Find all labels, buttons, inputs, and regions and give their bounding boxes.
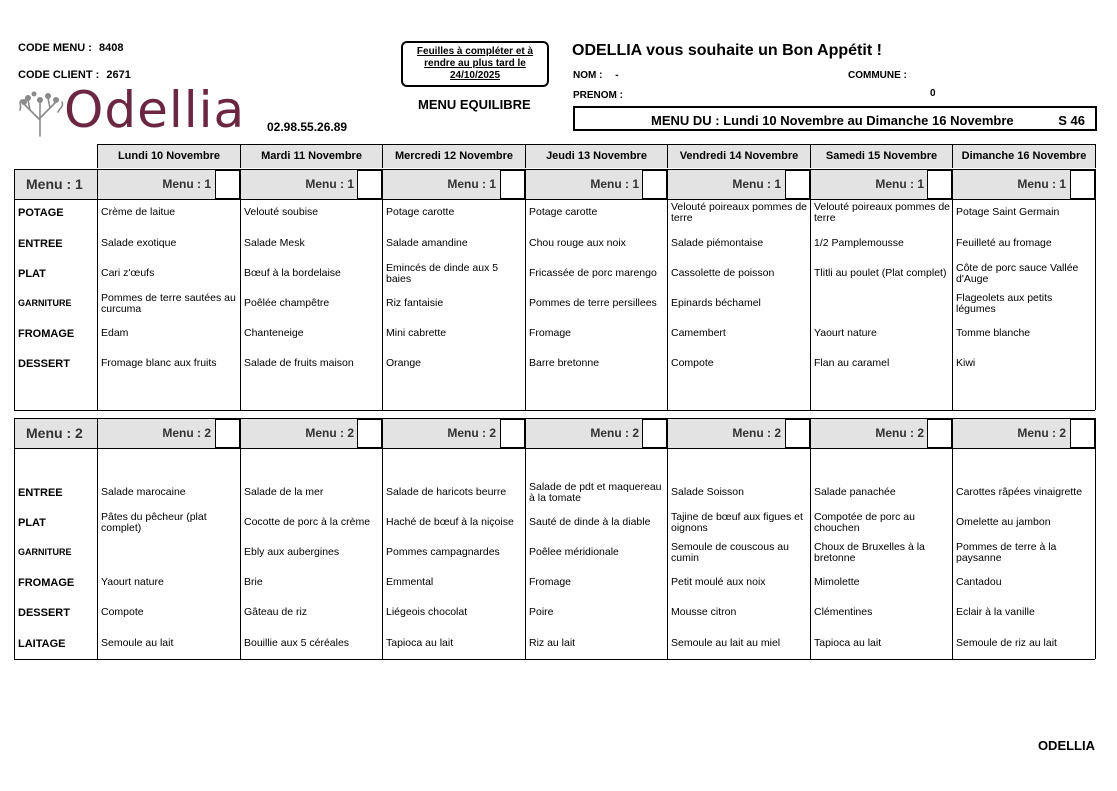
menu2-day-label-2: Menu : 2 bbox=[447, 426, 496, 440]
menu2-checkbox-2[interactable] bbox=[500, 419, 525, 448]
menu1-cell-5-6: Kiwi bbox=[956, 357, 976, 370]
menu1-checkbox-2[interactable] bbox=[500, 170, 525, 199]
code-menu-label: CODE MENU : bbox=[18, 42, 92, 54]
menu1-checkbox-5[interactable] bbox=[927, 170, 952, 199]
menu2-cell-5-4: Semoule au lait au miel bbox=[671, 637, 781, 650]
menu2-cell-4-4: Mousse citron bbox=[671, 606, 737, 619]
day-header-5: Samedi 15 Novembre bbox=[810, 144, 953, 168]
tree-icon bbox=[14, 88, 66, 138]
menu2-band-bottom-border bbox=[14, 448, 1095, 449]
menu1-checkbox-1[interactable] bbox=[357, 170, 382, 199]
menu1-row-label-1: ENTREE bbox=[18, 238, 63, 250]
menu-equilibre-title: MENU EQUILIBRE bbox=[418, 97, 531, 112]
menu2-cell-3-4: Petit moulé aux noix bbox=[671, 576, 766, 589]
menu2-day-label-3: Menu : 2 bbox=[590, 426, 639, 440]
menu2-vline-5 bbox=[667, 418, 668, 659]
day-header-6: Dimanche 16 Novembre bbox=[952, 144, 1096, 168]
menu1-cell-1-1: Salade Mesk bbox=[244, 237, 305, 250]
menu2-cell-0-4: Salade Soisson bbox=[671, 486, 744, 499]
menu2-cell-5-5: Tapioca au lait bbox=[814, 637, 882, 650]
menu1-row-label-2: PLAT bbox=[18, 268, 46, 280]
commune-label: COMMUNE : bbox=[848, 70, 907, 81]
menu1-cell-0-3: Potage carotte bbox=[529, 206, 598, 219]
menu1-day-label-1: Menu : 1 bbox=[305, 177, 354, 191]
menu2-vline-2 bbox=[240, 418, 241, 659]
day-header-top-border bbox=[97, 144, 1095, 145]
menu1-day-label-5: Menu : 1 bbox=[875, 177, 924, 191]
menu2-cell-1-3: Sauté de dinde à la diable bbox=[529, 516, 651, 529]
nom-value: - bbox=[615, 70, 619, 81]
menu1-cell-2-0: Cari z'œufs bbox=[101, 267, 155, 280]
menu1-row-label-0: POTAGE bbox=[18, 207, 64, 219]
menu1-vline-8 bbox=[1095, 169, 1096, 410]
menu2-cell-1-4: Tajine de bœuf aux figues et oignons bbox=[671, 510, 803, 534]
menu2-cell-2-0 bbox=[101, 540, 239, 566]
menu1-cell-3-2: Riz fantaisie bbox=[386, 297, 444, 310]
menu1-vline-3 bbox=[382, 169, 383, 410]
menu2-cell-4-1: Gâteau de riz bbox=[244, 606, 308, 619]
menu1-vline-7 bbox=[952, 169, 953, 410]
day-header-1: Mardi 11 Novembre bbox=[240, 144, 383, 168]
menu2-checkbox-1[interactable] bbox=[357, 419, 382, 448]
odellia-logo bbox=[14, 81, 246, 139]
menu2-title: Menu : 2 bbox=[26, 425, 83, 441]
menu1-cell-0-6: Potage Saint Germain bbox=[956, 206, 1060, 219]
menu2-row-label-2: GARNITURE bbox=[18, 547, 72, 557]
menu1-day-label-2: Menu : 1 bbox=[447, 177, 496, 191]
menu1-bottom-border bbox=[14, 410, 1095, 411]
menu2-checkbox-0[interactable] bbox=[215, 419, 240, 448]
code-client-value: 2671 bbox=[106, 69, 131, 81]
menu1-vline-1 bbox=[97, 169, 98, 410]
menu1-cell-1-6: Feuilleté au fromage bbox=[956, 237, 1052, 250]
menu1-checkbox-4[interactable] bbox=[785, 170, 810, 199]
day-header-2: Mercredi 12 Novembre bbox=[382, 144, 526, 168]
menu1-cell-5-0: Fromage blanc aux fruits bbox=[101, 357, 217, 370]
menu1-cell-2-4: Cassolette de poisson bbox=[671, 267, 775, 280]
menu1-cell-2-6: Côte de porc sauce Vallée d'Auge bbox=[956, 261, 1079, 285]
day-header-3: Jeudi 13 Novembre bbox=[525, 144, 668, 168]
menu1-cell-4-2: Mini cabrette bbox=[386, 327, 447, 340]
menu1-day-label-3: Menu : 1 bbox=[590, 177, 639, 191]
menu2-checkbox-5[interactable] bbox=[927, 419, 952, 448]
menu2-row-label-0: ENTREE bbox=[18, 487, 63, 499]
menu2-cell-1-5: Compotée de porc au chouchen bbox=[814, 510, 915, 534]
menu2-cell-1-1: Cocotte de porc à la crème bbox=[244, 516, 371, 529]
logo-wordmark: Odellia bbox=[64, 81, 246, 139]
menu2-cell-5-3: Riz au lait bbox=[529, 637, 576, 650]
menu2-cell-4-6: Eclair à la vanille bbox=[956, 606, 1035, 619]
menu2-cell-2-6: Pommes de terre à la paysanne bbox=[956, 540, 1057, 564]
menu2-cell-0-5: Salade panachée bbox=[814, 486, 896, 499]
code-client bbox=[18, 69, 131, 81]
prenom-label: PRENOM : bbox=[573, 90, 623, 101]
code-menu bbox=[18, 42, 124, 54]
menu2-row-label-1: PLAT bbox=[18, 517, 46, 529]
menu1-cell-3-3: Pommes de terre persillees bbox=[529, 297, 657, 310]
menu2-row-label-5: LAITAGE bbox=[18, 638, 66, 650]
menu1-row-label-3: GARNITURE bbox=[18, 298, 72, 308]
menu1-vline-6 bbox=[810, 169, 811, 410]
menu2-day-label-4: Menu : 2 bbox=[732, 426, 781, 440]
menu1-row-label-4: FROMAGE bbox=[18, 328, 75, 340]
menu1-cell-2-2: Emincés de dinde aux 5 baies bbox=[386, 261, 499, 285]
menu2-cell-1-2: Haché de bœuf à la niçoise bbox=[386, 516, 514, 529]
menu1-cell-5-3: Barre bretonne bbox=[529, 357, 600, 370]
menu1-cell-5-1: Salade de fruits maison bbox=[244, 357, 354, 370]
menu1-day-label-6: Menu : 1 bbox=[1017, 177, 1066, 191]
menu1-cell-3-5 bbox=[814, 291, 952, 317]
nom-label: NOM : bbox=[573, 70, 603, 81]
menu1-checkbox-0[interactable] bbox=[215, 170, 240, 199]
menu2-day-label-1: Menu : 2 bbox=[305, 426, 354, 440]
menu-period: MENU DU : Lundi 10 Novembre au Dimanche 16 Novembre bbox=[651, 113, 1014, 128]
menu1-cell-1-2: Salade amandine bbox=[386, 237, 468, 250]
menu1-cell-5-2: Orange bbox=[386, 357, 422, 370]
menu2-cell-2-1: Ebly aux aubergines bbox=[244, 546, 340, 559]
menu2-cell-3-1: Brie bbox=[244, 576, 263, 589]
menu2-cell-2-5: Choux de Bruxelles à la bretonne bbox=[814, 540, 925, 564]
week-number: S 46 bbox=[1058, 113, 1085, 128]
menu1-cell-3-0: Pommes de terre sautées au curcuma bbox=[101, 291, 236, 315]
menu1-cell-3-4: Epinards béchamel bbox=[671, 297, 761, 310]
menu2-cell-5-6: Semoule de riz au lait bbox=[956, 637, 1057, 650]
menu1-cell-0-0: Crème de laitue bbox=[101, 206, 176, 219]
menu1-vline-5 bbox=[667, 169, 668, 410]
footer-brand: ODELLIA bbox=[1037, 738, 1095, 753]
menu1-cell-0-1: Velouté soubise bbox=[244, 206, 319, 219]
code-client-label: CODE CLIENT : bbox=[18, 69, 100, 81]
menu2-cell-1-0: Pâtes du pêcheur (plat complet) bbox=[101, 510, 207, 534]
menu2-cell-5-1: Bouillie aux 5 céréales bbox=[244, 637, 350, 650]
menu2-cell-4-3: Poire bbox=[529, 606, 554, 619]
menu1-cell-4-6: Tomme blanche bbox=[956, 327, 1031, 340]
menu2-vline-3 bbox=[382, 418, 383, 659]
menu2-cell-3-6: Cantadou bbox=[956, 576, 1002, 589]
menu2-row-label-4: DESSERT bbox=[18, 607, 70, 619]
menu2-cell-4-0: Compote bbox=[101, 606, 144, 619]
menu1-row-label-5: DESSERT bbox=[18, 358, 70, 370]
menu2-cell-0-2: Salade de haricots beurre bbox=[386, 486, 507, 499]
menu2-vline-4 bbox=[525, 418, 526, 659]
menu2-cell-5-0: Semoule au lait bbox=[101, 637, 174, 650]
menu2-vline-7 bbox=[952, 418, 953, 659]
menu2-checkbox-3[interactable] bbox=[642, 419, 667, 448]
menu1-cell-4-0: Edam bbox=[101, 327, 129, 340]
menu2-cell-0-0: Salade marocaine bbox=[101, 486, 186, 499]
menu1-checkbox-6[interactable] bbox=[1070, 170, 1095, 199]
menu1-cell-4-1: Chanteneige bbox=[244, 327, 304, 340]
menu2-cell-4-2: Liégeois chocolat bbox=[386, 606, 468, 619]
phone-number: 02.98.55.26.89 bbox=[267, 120, 348, 134]
day-header-4: Vendredi 14 Novembre bbox=[667, 144, 811, 168]
menu2-vline-0 bbox=[14, 418, 15, 659]
menu2-day-label-5: Menu : 2 bbox=[875, 426, 924, 440]
menu1-cell-0-4: Velouté poireaux pommes de terre bbox=[671, 200, 808, 224]
menu1-cell-1-4: Salade piémontaise bbox=[671, 237, 764, 250]
menu2-cell-3-0: Yaourt nature bbox=[101, 576, 164, 589]
menu2-cell-2-2: Pommes campagnardes bbox=[386, 546, 500, 559]
menu1-cell-3-6: Flageolets aux petits légumes bbox=[956, 291, 1053, 315]
greeting: ODELLIA vous souhaite un Bon Appétit ! bbox=[572, 42, 882, 59]
menu2-bottom-border bbox=[14, 659, 1095, 660]
menu2-day-label-6: Menu : 2 bbox=[1017, 426, 1066, 440]
menu1-cell-1-5: 1/2 Pamplemousse bbox=[814, 237, 904, 250]
menu2-checkbox-4[interactable] bbox=[785, 419, 810, 448]
menu2-cell-3-3: Fromage bbox=[529, 576, 572, 589]
menu2-day-label-0: Menu : 2 bbox=[162, 426, 211, 440]
menu1-cell-0-2: Potage carotte bbox=[386, 206, 455, 219]
menu1-checkbox-3[interactable] bbox=[642, 170, 667, 199]
menu1-cell-5-4: Compote bbox=[671, 357, 714, 370]
menu2-cell-5-2: Tapioca au lait bbox=[386, 637, 454, 650]
menu1-cell-2-1: Bœuf à la bordelaise bbox=[244, 267, 341, 280]
menu1-title: Menu : 1 bbox=[26, 176, 83, 192]
code-menu-value: 8408 bbox=[99, 42, 124, 54]
menu1-cell-4-5: Yaourt nature bbox=[814, 327, 877, 340]
menu2-cell-0-6: Carottes râpées vinaigrette bbox=[956, 486, 1083, 499]
menu2-cell-0-3: Salade de pdt et maquereau à la tomate bbox=[529, 480, 662, 504]
menu1-vline-2 bbox=[240, 169, 241, 410]
menu2-cell-1-6: Omelette au jambon bbox=[956, 516, 1051, 529]
menu2-cell-2-3: Poêlee méridionale bbox=[529, 546, 619, 559]
menu1-vline-0 bbox=[14, 169, 15, 410]
menu1-day-label-4: Menu : 1 bbox=[732, 177, 781, 191]
menu1-cell-0-5: Velouté poireaux pommes de terre bbox=[814, 200, 951, 224]
menu1-vline-4 bbox=[525, 169, 526, 410]
nom-field bbox=[573, 70, 619, 81]
menu2-vline-6 bbox=[810, 418, 811, 659]
menu1-cell-2-5: Tlitli au poulet (Plat complet) bbox=[814, 267, 947, 280]
menu-period-box bbox=[573, 106, 1097, 131]
menu2-cell-0-1: Salade de la mer bbox=[244, 486, 324, 499]
menu2-row-label-3: FROMAGE bbox=[18, 577, 75, 589]
menu1-cell-4-3: Fromage bbox=[529, 327, 572, 340]
menu2-cell-4-5: Clémentines bbox=[814, 606, 873, 619]
menu1-day-label-0: Menu : 1 bbox=[162, 177, 211, 191]
menu2-vline-1 bbox=[97, 418, 98, 659]
menu1-cell-5-5: Flan au caramel bbox=[814, 357, 890, 370]
menu1-cell-2-3: Fricassée de porc marengo bbox=[529, 267, 657, 280]
commune-value: 0 bbox=[930, 88, 936, 99]
deadline-note: Feuilles à compléter et à rendre au plus tard le 24/10/2025 bbox=[401, 41, 549, 87]
menu2-vline-8 bbox=[1095, 418, 1096, 659]
menu2-cell-3-5: Mimolette bbox=[814, 576, 860, 589]
menu2-checkbox-6[interactable] bbox=[1070, 419, 1095, 448]
menu1-cell-4-4: Camembert bbox=[671, 327, 726, 340]
menu2-cell-2-4: Semoule de couscous au cumin bbox=[671, 540, 789, 564]
menu1-cell-1-0: Salade exotique bbox=[101, 237, 177, 250]
day-header-0: Lundi 10 Novembre bbox=[97, 144, 241, 168]
menu1-cell-1-3: Chou rouge aux noix bbox=[529, 237, 626, 250]
menu1-cell-3-1: Poêlée champêtre bbox=[244, 297, 330, 310]
menu2-cell-3-2: Emmental bbox=[386, 576, 434, 589]
